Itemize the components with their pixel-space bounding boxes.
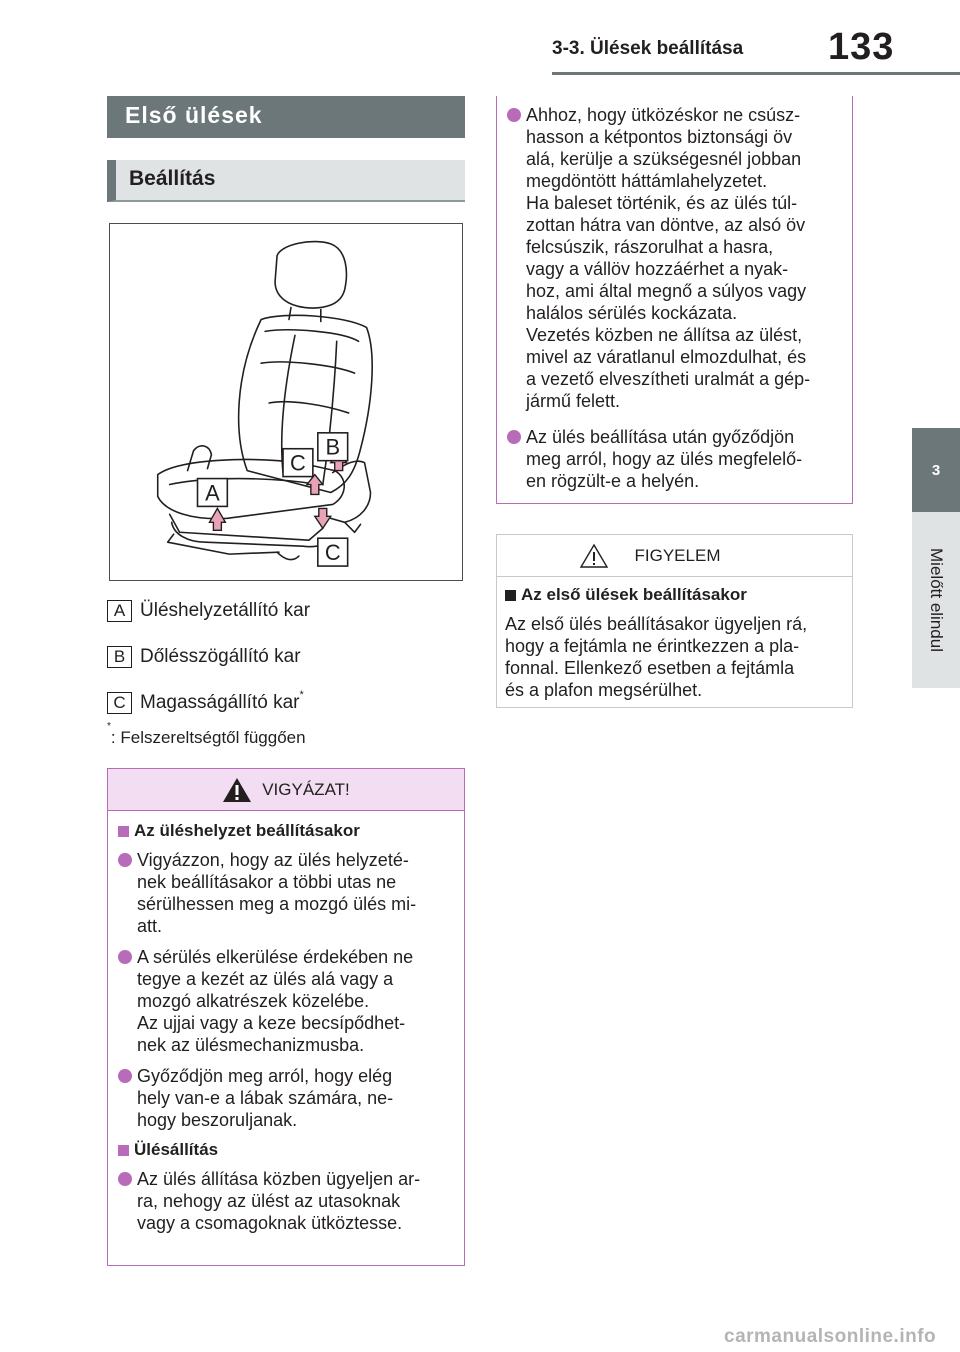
legend-item-b [107, 643, 301, 671]
round-bullet-icon [507, 108, 521, 122]
notice-icon [579, 543, 609, 569]
round-bullet-icon [118, 1069, 132, 1083]
caution-bullet [118, 946, 454, 1056]
caution-heading-1 [118, 821, 454, 841]
caution-bullet-text: Vigyázzon, hogy az ülés helyzeté- nek beállításakor a többi utas ne sérülhessen meg a mozgó ülés mi- att. [137, 850, 417, 936]
notice-box [496, 534, 853, 708]
caution-bullet-text: A sérülés elkerülése érdekében ne tegye a kezét az ülés alá vagy a mozgó alkatrészek közelébe. Az ujjai vagy a keze becsípődhet- nek az ülésmechanizmusba. [137, 947, 414, 1055]
legend-text-a: Üléshelyzetállító kar [140, 600, 311, 621]
notice-title: FIGYELEM [634, 545, 721, 565]
caution-bullet [507, 426, 842, 492]
warning-icon [222, 777, 252, 803]
caution-bullet-text: Győződjön meg arról, hogy elég hely van-e a lábak számára, ne- hogy beszoruljanak. [137, 1066, 394, 1130]
legend-item-a [107, 597, 310, 625]
round-bullet-icon [507, 430, 521, 444]
callout-b: B [325, 434, 341, 460]
caution-bullet [507, 104, 842, 412]
caution-bullet [118, 1065, 454, 1131]
footnote [107, 721, 306, 748]
running-header: 3-3. Ülések beállítása [552, 38, 744, 59]
square-bullet-icon [118, 1145, 129, 1156]
caution-heading-1-text: Az üléshelyzet beállításakor [134, 821, 360, 840]
caution-bullet [118, 849, 454, 937]
caution-continued-box [496, 96, 853, 504]
chapter-label: Mielőtt elindul [927, 548, 946, 652]
legend-item-c [107, 689, 304, 717]
callout-c-lower: C [324, 540, 341, 566]
round-bullet-icon [118, 853, 132, 867]
callout-c-upper: C [290, 450, 306, 476]
caution-heading-2 [118, 1140, 454, 1160]
caution-box [107, 768, 465, 1266]
legend-text-b: Dőlésszögállító kar [140, 646, 301, 667]
notice-heading [505, 585, 844, 605]
notice-heading-text: Az első ülések beállításakor [521, 585, 747, 604]
caution-header [108, 769, 464, 811]
page-number: 133 [828, 26, 895, 68]
legend-text-c: Magasságállító kar [140, 692, 300, 713]
round-bullet-icon [118, 1172, 132, 1186]
caution-bullet-text: Ahhoz, hogy ütközéskor ne csúsz- hasson a kétpontos biztonsági öv alá, kerülje a szükségesnél jobban megdöntött háttámlahelyzetet. Ha baleset történik, és az ülés túl- zottan hátra van döntve, az alsó öv felcsúszik, rászorulhat a hasra, vagy a vállöv hozzáérhet a nyak- hoz, ami által megnő a súlyos vagy halálos sérülés kockázata. Vezetés közben ne állítsa az ülést, mivel az váratlanul elmozdulhat, és a vezető elveszítheti uralmát a gép- jármű felett. [526, 105, 811, 411]
chapter-tab: 3 [912, 428, 960, 512]
caution-bullet-text: Az ülés beállítása után győződjön meg arról, hogy az ülés megfelelő- en rögzült-e a helyén. [526, 427, 803, 491]
seat-illustration [109, 223, 463, 581]
section-title: Első ülések [107, 96, 465, 138]
caution-bullet-text: Az ülés állítása közben ügyeljen ar- ra, nehogy az ülést az utasoknak vagy a csomagoknak ütköztesse. [137, 1169, 421, 1233]
square-bullet-icon [118, 826, 129, 837]
square-bullet-icon [505, 590, 516, 601]
caution-heading-2-text: Ülésállítás [134, 1140, 219, 1159]
notice-header [497, 535, 852, 577]
legend-key-b: B [107, 646, 132, 668]
legend-key-c: C [107, 692, 132, 714]
legend-footnote-mark: * [299, 689, 304, 701]
caution-bullet [118, 1168, 454, 1234]
caution-title: VIGYÁZAT! [262, 779, 350, 799]
subsection-title: Beállítás [107, 160, 465, 202]
legend-key-a: A [107, 600, 132, 622]
callout-a: A [205, 480, 220, 506]
notice-text: Az első ülés beállításakor ügyeljen rá, hogy a fejtámla ne érintkezzen a pla- fonnal. Ellenkező esetben a fejtámla és a plafon megsérülhet. [505, 614, 808, 700]
watermark: carmanualsonline.info [724, 1326, 937, 1347]
header-rule [552, 72, 960, 75]
footnote-text: : Felszereltségtől függően [110, 728, 306, 747]
footnote-mark: * [107, 721, 111, 733]
seat-drawing [110, 224, 462, 580]
round-bullet-icon [118, 950, 132, 964]
